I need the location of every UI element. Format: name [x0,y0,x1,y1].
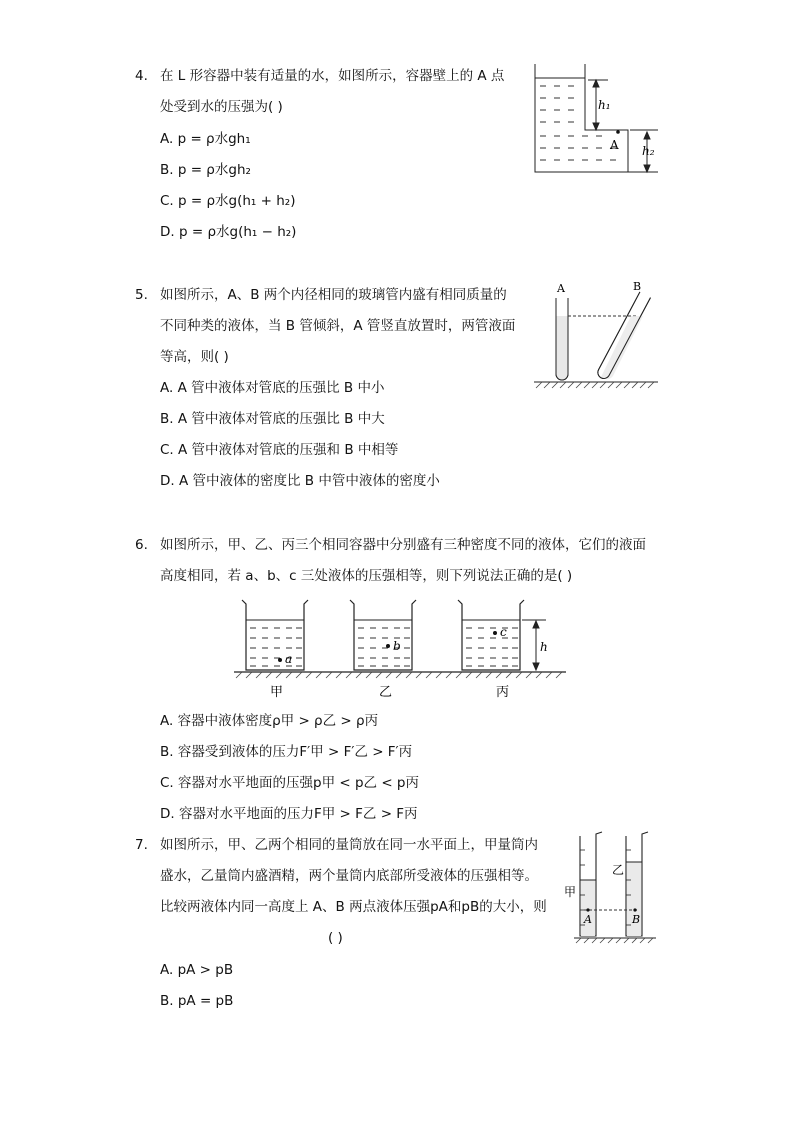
measuring-cylinders-figure [560,830,660,946]
h1-label: h₁ [598,98,611,112]
cylinder-jia-label: 甲 [564,885,577,899]
l-container-figure [530,60,662,178]
option-b[interactable]: B. 容器受到液体的压力F′甲 > F′乙 > F′丙 [160,744,413,760]
option-d[interactable]: D. A 管中液体的密度比 B 中管中液体的密度小 [160,473,440,489]
question-stem-line: 不同种类的液体，当 B 管倾斜，A 管竖直放置时，两管液面 [160,318,516,334]
point-b-label: b [393,639,401,653]
point-a-label: A [610,138,619,152]
container-jia-label: 甲 [270,685,284,700]
question-stem-line: 高度相同，若 a、b、c 三处液体的压强相等，则下列说法正确的是( ) [160,568,573,584]
option-a[interactable]: A. A 管中液体对管底的压强比 B 中小 [160,380,385,396]
question-stem-line: 处受到水的压强为( ) [160,99,283,115]
point-c-label: c [500,625,507,639]
container-yi-label: 乙 [379,685,393,700]
question-stem-line: 在 L 形容器中装有适量的水，如图所示，容器壁上的 A 点 [160,68,505,84]
point-a-label: a [285,652,293,666]
option-d[interactable]: D. 容器对水平地面的压力F甲 > F乙 > F丙 [160,806,418,822]
question-stem-line: 如图所示，甲、乙两个相同的量筒放在同一水平面上，甲量筒内 [160,837,538,853]
question-stem-line: 如图所示，甲、乙、丙三个相同容器中分别盛有三种密度不同的液体，它们的液面 [160,537,646,553]
tube-a-label: A [557,282,565,295]
point-a-label: A [584,913,592,926]
option-a[interactable]: A. p = ρ水gh₁ [160,131,251,147]
three-containers-figure [230,590,570,702]
cylinder-yi-label: 乙 [612,863,625,877]
question-number: 4. [135,68,148,84]
option-c[interactable]: C. A 管中液体对管底的压强和 B 中相等 [160,442,399,458]
h-label: h [540,640,548,654]
question-stem-line: 等高，则( ) [160,349,229,365]
option-a[interactable]: A. pA > pB [160,962,234,978]
point-b-label: B [632,913,641,926]
option-d[interactable]: D. p = ρ水g(h₁ − h₂) [160,224,297,240]
question-stem-line: 盛水，乙量筒内盛酒精，两个量筒内底部所受液体的压强相等。 [160,868,538,884]
question-number: 5. [135,287,148,303]
option-c[interactable]: C. p = ρ水g(h₁ + h₂) [160,193,296,209]
question-stem-line: 比较两液体内同一高度上 A、B 两点液体压强pA和pB的大小，则 [160,899,547,915]
question-number: 7. [135,837,148,853]
container-bing-label: 丙 [496,685,510,700]
option-c[interactable]: C. 容器对水平地面的压强p甲 < p乙 < p丙 [160,775,420,791]
option-b[interactable]: B. p = ρ水gh₂ [160,162,251,178]
tube-b-label: B [633,280,642,293]
h2-label: h₂ [642,144,655,158]
question-number: 6. [135,537,148,553]
question-stem-line: ( ) [328,930,343,946]
question-stem-line: 如图所示，A、B 两个内径相同的玻璃管内盛有相同质量的 [160,287,507,303]
option-b[interactable]: B. pA = pB [160,993,234,1009]
option-a[interactable]: A. 容器中液体密度ρ甲 > ρ乙 > ρ丙 [160,713,379,729]
option-b[interactable]: B. A 管中液体对管底的压强比 B 中大 [160,411,385,427]
glass-tubes-figure [530,278,662,390]
